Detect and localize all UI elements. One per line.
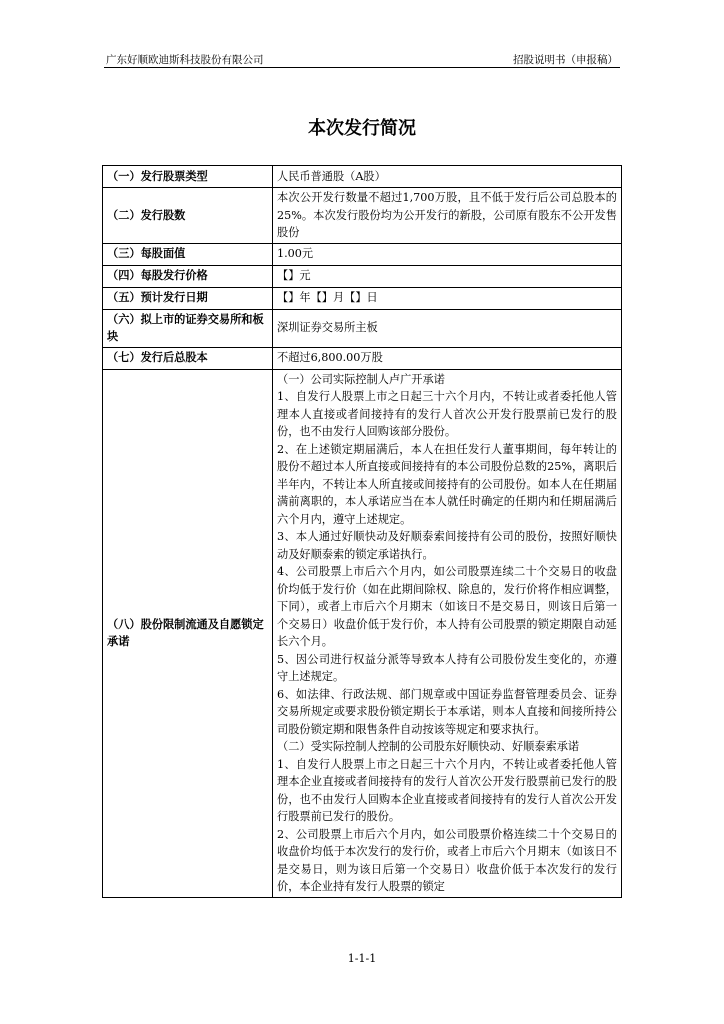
row-value: 本次公开发行数量不超过1,700万股，且不低于发行后公司总股本的25%。本次发行股份均为公开发行的新股，公司原有股东不公开发售股份	[273, 188, 622, 244]
lockup-paragraph: （一）公司实际控制人卢广开承诺	[277, 372, 445, 386]
table-row	[103, 188, 622, 244]
row-value: 深圳证券交易所主板	[273, 309, 622, 347]
row-value: 人民币普通股（A股）	[273, 166, 622, 188]
row-value: 1.00元	[273, 243, 622, 265]
table-row	[103, 265, 622, 287]
lockup-paragraph: 1、自发行人股票上市之日起三十六个月内，不转让或者委托他人管理本人直接或者间接持有的发行人首次公开发行股票前已发行的股份，也不由发行人回购该部分股份。	[277, 390, 617, 438]
row-label: （八）股份限制流通及自愿锁定承诺	[103, 369, 273, 897]
lockup-paragraph: 1、自发行人股票上市之日起三十六个月内，不转让或者委托他人管理本企业直接或者间接持有的发行人首次公开发行股票前已发行的股份，也不由发行人回购本企业直接或者间接持有的发行人首次公开发行股票前已发行的股份。	[277, 757, 617, 823]
lockup-paragraph: 3、本人通过好顺快动及好顺泰索间接持有公司的股份，按照好顺快动及好顺泰索的锁定承诺执行。	[277, 530, 617, 561]
row-label: （七）发行后总股本	[103, 347, 273, 369]
lockup-paragraph: （二）受实际控制人控制的公司股东好顺快动、好顺泰索承诺	[277, 740, 580, 753]
table-row-lockup	[103, 369, 622, 897]
table-row	[103, 309, 622, 347]
header-company-name: 广东好顺欧迪斯科技股份有限公司	[106, 54, 264, 66]
offering-summary-table	[102, 165, 622, 898]
page-header	[104, 52, 620, 68]
row-label: （五）预计发行日期	[103, 287, 273, 309]
lockup-paragraph: 6、如法律、行政法规、部门规章或中国证券监督管理委员会、证券交易所规定或要求股份锁定期长于本承诺，则本人直接和间接所持公司股份锁定期和限售条件自动按该等规定和要求执行。	[277, 687, 617, 736]
row-label: （六）拟上市的证券交易所和板块	[103, 309, 273, 347]
table-row	[103, 287, 622, 309]
header-divider	[104, 67, 620, 68]
lockup-paragraph: 2、在上述锁定期届满后，本人在担任发行人董事期间，每年转让的股份不超过本人所直接或间接持有的本公司股份总数的25%，离职后半年内，不转让本人所直接或间接持有的公司股份。如本人在任期届满前离职的，本人承诺应当在本人就任时确定的任期内和任期届满后六个月内，遵守上述规定。	[277, 442, 617, 526]
table-row	[103, 243, 622, 265]
table-row	[103, 166, 622, 188]
row-value: 【】年【】月【】日	[273, 287, 622, 309]
lockup-paragraph: 4、公司股票上市后六个月内，如公司股票连续二十个交易日的收盘价均低于发行价（如在此期间除权、除息的，发行价将作相应调整，下同），或者上市后六个月期末（如该日不是交易日，则该日后第一个交易日）收盘价低于发行价，本人持有公司股票的锁定期限自动延长六个月。	[277, 565, 617, 648]
table-row	[103, 347, 622, 369]
page-number: 1-1-1	[347, 952, 377, 965]
lockup-commitments	[273, 369, 622, 897]
lockup-paragraph: 2、公司股票上市后六个月内，如公司股票价格连续二十个交易日的收盘价均低于本次发行的发行价，或者上市后六个月期末（如该日不是交易日，则为该日后第一个交易日）收盘价低于本次发行的发行价，本企业持有发行人股票的锁定	[277, 827, 617, 893]
row-label: （四）每股发行价格	[103, 265, 273, 287]
page-title: 本次发行简况	[308, 118, 416, 139]
row-value: 【】元	[273, 265, 622, 287]
lockup-paragraph: 5、因公司进行权益分派等导致本人持有公司股份发生变化的，亦遵守上述规定。	[277, 652, 617, 683]
row-value: 不超过6,800.00万股	[273, 347, 622, 369]
row-label: （一）发行股票类型	[103, 166, 273, 188]
header-document-type: 招股说明书（申报稿）	[513, 54, 618, 66]
row-label: （二）发行股数	[103, 188, 273, 244]
row-label: （三）每股面值	[103, 243, 273, 265]
